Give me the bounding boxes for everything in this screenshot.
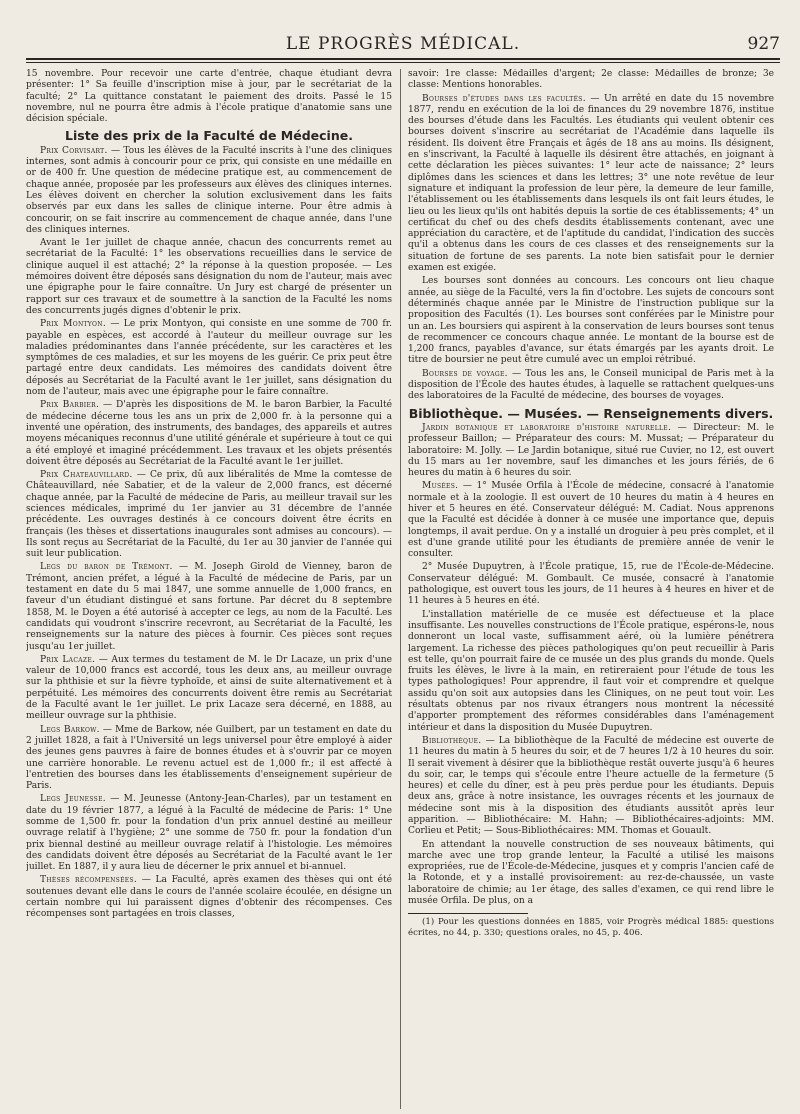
- paragraph-text: — Tous les ans, le Conseil municipal de Paris met à la disposition de l'École des hautes études, à laquelle se rattachent quelques-uns des laboratoires de la Faculté de médecine, des bourses de voyages.: [408, 368, 774, 402]
- bibliotheque-section: [408, 423, 774, 907]
- paragraph: [408, 276, 774, 366]
- paragraph: [26, 655, 392, 723]
- page-number: 927: [747, 34, 780, 54]
- intro-paragraph: 15 novembre. Pour recevoir une carte d'entrée, chaque étudiant devra présenter: 1° Sa feuille d'inscription mise à jour, par le secrétariat de la faculté; 2° La quittance constatant le paiement des droits. Passé le 15 novembre, nul ne pourra être admis à l'école pratique d'anatomie sans une décision spéciale.: [26, 69, 392, 125]
- paragraph-text: — 1° Musée Orfila à l'École de médecine, consacré à l'anatomie normale et à la zoologie. Il est ouvert de 10 heures du matin à 4 heures en hiver et 5 heures en été. Conservateur délégué: M. Cadiat. Nous apprenons que la Faculté est décidée à donner à ce musée une importance que, depuis longtemps, il avait perdue. On y a installé un droguier à peu près complet, et il est d'une grande utilité pour les étudiants de première année de venir le consulter.: [408, 481, 774, 560]
- two-column-body: [26, 69, 780, 1109]
- journal-title: LE PROGRÈS MÉDICAL.: [285, 34, 521, 54]
- paragraph: [26, 562, 392, 652]
- footnote: (1) Pour les questions données en 1885, voir Progrès médical 1885: questions écrites, no 44, p. 330; questions orales, no 45, p. 406.: [408, 917, 774, 938]
- paragraph-text: — La bibliothèque de la Faculté de médecine est ouverte de 11 heures du matin à 5 heures du soir, et de 7 heures 1/2 à 10 heures du soir. Il serait vivement à désirer que la bibliothèque restât ouverte jusqu'à 6 heures du soir, car, le temps qui s'écoule entre l'heure actuelle de la fermeture (5 heures) et celle du dîner, est à peu près perdue pour les étudiants. Depuis deux ans, grâce à notre insistance, les ouvrages récents et les journaux de médecine sont mis à la disposition des étudiants aussitôt après leur apparition. — Bibliothécaire: M. Hahn; — Bibliothécaires-adjoints: MM. Corlieu et Petit; — Sous-Bibliothécaires: MM. Thomas et Gouault.: [408, 735, 774, 837]
- paragraph-text: — Directeur: M. le professeur Baillon; — Préparateur des cours: M. Mussat; — Préparateur du laboratoire: M. Jolly. — Le Jardin botanique, situé rue Cuvier, no 12, est ouvert du 15 mars au 1er novembre, sauf les dimanches et les jours fériés, de 6 heures du matin à 6 heures du soir.: [408, 422, 774, 479]
- prize-list: [26, 146, 392, 921]
- paragraph-text: — Le prix Montyon, qui consiste en une somme de 700 fr. payable en espèces, est accordé à l'auteur du meilleur ouvrage sur les maladies prédominantes dans l'année précédente, sur les caractères et les symptômes de ces maladies, et sur les moyens de les guérir. Ce prix peut être partagé entre deux candidats. Les mémoires des candidats doivent être déposés au Secrétariat de la Faculté avant le 1er juillet, sans désignation du nom de l'auteur, mais avec une épigraphe pour le faire connaître.: [26, 319, 392, 398]
- paragraph: [408, 423, 774, 479]
- paragraph-text: — Tous les élèves de la Faculté inscrits à l'une des cliniques internes, sont admis à concourir pour ce prix, qui consiste en une médaille en or de 400 fr. Une question de médecine pratique est, au commencement de chaque année, proposée par les professeurs aux élèves des cliniques internes. Les élèves doivent en chercher la solution exclusivement dans les faits observés par eux dans les salles de clinique interne. Pour être admis à concourir, on se fait inscrire au commencement de chaque année, dans l'une des cliniques internes.: [26, 145, 392, 235]
- paragraph-title: Bourses de voyage.: [422, 368, 508, 379]
- paragraph: [26, 238, 392, 317]
- header-rule-thin: [26, 62, 780, 63]
- paragraph-text: — Aux termes du testament de M. le Dr Lacaze, un prix d'une valeur de 10,000 francs est accordé, tous les deux ans, au meilleur ouvrage sur la phthisie et sur la fièvre typhoïde, et ainsi de suite alternativement et à perpétuité. Les mémoires des concurrents doivent être remis au Secrétariat de la Faculté avant le 1er juillet. Le prix Lacaze sera décerné, en 1888, au meilleur ouvrage sur la phthisie.: [26, 654, 392, 722]
- paragraph-title: Musées.: [422, 481, 459, 492]
- section-heading-bibliotheque: Bibliothèque. — Musées. — Renseignements divers.: [408, 405, 774, 421]
- paragraph: [26, 875, 392, 920]
- page-header: [26, 0, 780, 54]
- paragraph-title: Prix Corvisart.: [40, 145, 108, 156]
- paragraph-title: Thèses récompensées.: [40, 875, 138, 886]
- paragraph-title: Jardin botanique et laboratoire d'histoire naturelle.: [422, 422, 672, 433]
- paragraph-title: Legs du baron de Trémont.: [40, 562, 173, 573]
- paragraph-text: savoir: 1re classe: Médailles d'argent; 2e classe: Médailles de bronze; 3e classe: Mentions honorables.: [408, 69, 774, 91]
- paragraph: [26, 725, 392, 793]
- paragraph: [408, 69, 774, 92]
- paragraph: [26, 794, 392, 873]
- paragraph-title: Prix Montyon.: [40, 319, 107, 330]
- paragraph: [408, 481, 774, 560]
- section-heading-prix: Liste des prix de la Faculté de Médecine.: [65, 128, 353, 144]
- paragraph-text: L'installation matérielle de ce musée est défectueuse et la place insuffisante. Les nouvelles constructions de l'École pratique, espérons-le, nous donneront un local vaste, suffisamment aéré, où la lumière pénétrera largement. La richesse des pièces pathologiques qu'on peut recueillir à Paris est telle, qu'on pourrait faire de ce musée un des plus grands du monde. Quels fruits les élèves, le livre à la main, en retireraient pour l'étude de tous les types pathologiques! Pour apprendre, il faut voir et comprendre et quelque assidu qu'on soit aux autopsies dans les Cliniques, on ne peut tout voir. Les résultats obtenus par nos rivaux étrangers nous montrent la nécessité d'apporter promptement des réformes considérables dans l'aménagement intérieur et dans la disposition du Musée Dupuytren.: [408, 609, 774, 733]
- header-rule: [26, 58, 780, 60]
- paragraph-text: — M. Jeunesse (Antony-Jean-Charles), par un testament en date du 19 février 1877, a légué à la Faculté de médecine de Paris: 1° Une somme de 1,500 fr. pour la fondation d'un prix annuel destiné au meilleur ouvrage relatif à l'hygiène; 2° une somme de 750 fr. pour la fondation d'un prix biennal destiné au meilleur ouvrage relatif à l'histologie. Les mémoires des candidats doivent être déposés au Secrétariat de la Faculté avant le 1er juillet. En 1887, il y aura lieu de décerner le prix annuel et bi-annuel.: [26, 794, 392, 873]
- paragraph-text: — Mme de Barkow, née Guilbert, par un testament en date du 2 juillet 1828, a fait à l'Université un legs universel pour être employé à aider des jeunes gens pauvres à faire de bonnes études et à s'ouvrir par ce moyen une carrière honorable. Le revenu actuel est de 1,000 fr.; il est affecté à l'entretien des bourses dans les établissements d'enseignement supérieur de Paris.: [26, 724, 392, 792]
- paragraph: [26, 470, 392, 560]
- paragraph: [408, 610, 774, 734]
- footnote-rule: [408, 913, 528, 914]
- paragraph-text: — Ce prix, dû aux libéralités de Mme la comtesse de Châteauvillard, née Sabatier, et de la valeur de 2,000 francs, est décerné chaque année, par la Faculté de médecine de Paris, au meilleur travail sur les sciences médicales, imprimé du 1er janvier au 31 décembre de l'année précédente. Les ouvrages destinés à ce concours doivent être écrits en français (les thèses et dissertations inaugurales sont admises au concours). — Ils sont reçus au Secrétariat de la Faculté, du 1er au 30 janvier de l'année qui suit leur publication.: [26, 470, 392, 560]
- paragraph-title: Bourses d'études dans les facultés.: [422, 93, 586, 104]
- paragraph-text: Avant le 1er juillet de chaque année, chacun des concurrents remet au secrétariat de la Faculté: 1° les observations recueillies dans le service de clinique auquel il est attaché; 2° la réponse à la question proposée. — Les mémoires doivent être déposés sans désignation du nom de l'auteur, mais avec une épigraphe pour le faire connaître. Un Jury est chargé de présenter un rapport sur ces travaux et de soumettre à la sanction de la Faculté les noms des concurrents jugés dignes d'obtenir le prix.: [26, 238, 392, 316]
- paragraph-title: Prix Barbier.: [40, 400, 100, 411]
- paragraph: [26, 146, 392, 236]
- left-column: [26, 69, 392, 1109]
- right-column: [408, 69, 774, 1109]
- paragraph-text: En attendant la nouvelle construction de ses nouveaux bâtiments, qui marche avec une trop grande lenteur, la Faculté a utilisé les maisons expropriées, rue de l'École-de-Médecine, jusques et y compris l'ancien café de la Rotonde, et y a installé provisoirement: au rez-de-chaussée, un vaste laboratoire de chimie; au 1er étage, des salles d'examen, ce qui rend libre le musée Orfila. De plus, on a: [408, 839, 774, 907]
- paragraph-text: — D'après les dispositions de M. le baron Barbier, la Faculté de médecine décerne tous les ans un prix de 2,000 fr. à la personne qui a inventé une opération, des instruments, des bandages, des appareils et autres moyens mécaniques reconnus d'une utilité générale et supérieure à tout ce qui a été employé et imaginé précédemment. Les travaux et les objets présentés doivent être déposés au Secrétariat de la Faculté avant le 1er juillet.: [26, 400, 392, 467]
- paragraph: [408, 562, 774, 607]
- paragraph: [26, 319, 392, 398]
- paragraph-title: Legs Barkow.: [40, 724, 100, 735]
- paragraph: [408, 369, 774, 403]
- paragraph: [408, 94, 774, 275]
- paragraph-title: Prix Chateauvillard.: [40, 470, 133, 481]
- paragraph-text: — Un arrêté en date du 15 novembre 1877, rendu en exécution de la loi de finances du 29 novembre 1876, institue des bourses d'étude dans les Facultés. Les étudiants qui veulent obtenir ces bourses doivent s'inscrire au secrétariat de l'Académie dans laquelle ils résident. Ils doivent être Français et âgés de 18 ans au moins. Ils désignent, en s'inscrivant, la Faculté à laquelle ils désirent être attachés, en joignant à cette déclaration les pièces suivantes: 1° leur acte de naissance; 2° leurs diplômes dans les sciences et dans les lettres; 3° une note revêtue de leur signature et indiquant la profession de leur père, la demeure de leur famille, l'établissement ou les établissements dans lesquels ils ont fait leurs études, le lieu ou les lieux qu'ils ont habités depuis la sortie de ces établissements; 4° un certificat du chef ou des chefs desdits établissements contenant, avec une appréciation du caractère, et de l'aptitude du candidat, l'indication des succès qu'il a obtenus dans les cours de ces classes et des renseignements sur la situation de fortune de ses parents. La note bien satisfait pour le dernier examen est exigée.: [408, 93, 774, 274]
- column-divider: [400, 69, 401, 1109]
- paragraph-title: Bibliothèque.: [422, 735, 482, 746]
- paragraph-title: Prix Lacaze.: [40, 654, 96, 665]
- paragraph-text: — M. Joseph Girold de Vienney, baron de Trémont, ancien préfet, a légué à la Faculté de médecine de Paris, par un testament en date du 5 mai 1847, une somme annuelle de 1,000 francs, en faveur d'un étudiant distingué et sans fortune. Par décret du 8 septembre 1858, M. le Doyen a été autorisé à accepter ce legs, au nom de la Faculté. Les candidats qui voudront s'inscrire recevront, au Secrétariat de la Faculté, les renseignements sur la nature des pièces à fournir. Ces pièces sont reçues jusqu'au 1er juillet.: [26, 562, 392, 652]
- paragraph-text: — La Faculté, après examen des thèses qui ont été soutenues devant elle dans le cours de l'année scolaire écoulée, en désigne un certain nombre qui lui paraissent dignes d'obtenir des récompenses. Ces récompenses sont partagées en trois classes,: [26, 875, 392, 920]
- bourses-section: [408, 69, 774, 403]
- paragraph: [408, 736, 774, 838]
- paragraph-title: Legs Jeunesse.: [40, 794, 106, 805]
- paragraph: [408, 840, 774, 908]
- paragraph-text: Les bourses sont données au concours. Les concours ont lieu chaque année, au siège de la Faculté, vers la fin d'octobre. Les sujets de concours sont déterminés chaque année par le Ministre de l'instruction publique sur la proposition des Facultés (1). Les bourses sont conférées par le Ministre pour un an. Les boursiers qui aspirent à la conservation de leurs bourses sont tenus de recommencer ce concours chaque année. Le montant de la bourse est de 1,200 francs, payables d'avance, sur états émargés par les ayants droit. Le titre de boursier ne peut être cumulé avec un emploi rétribué.: [408, 276, 774, 366]
- paragraph-text: 2° Musée Dupuytren, à l'École pratique, 15, rue de l'École-de-Médecine. Conservateur délégué: M. Gombault. Ce musée, consacré à l'anatomie pathologique, est ouvert tous les jours, de 11 heures à 4 heures en hiver et de 11 heures à 5 heures en été.: [408, 562, 774, 607]
- paragraph: [26, 400, 392, 468]
